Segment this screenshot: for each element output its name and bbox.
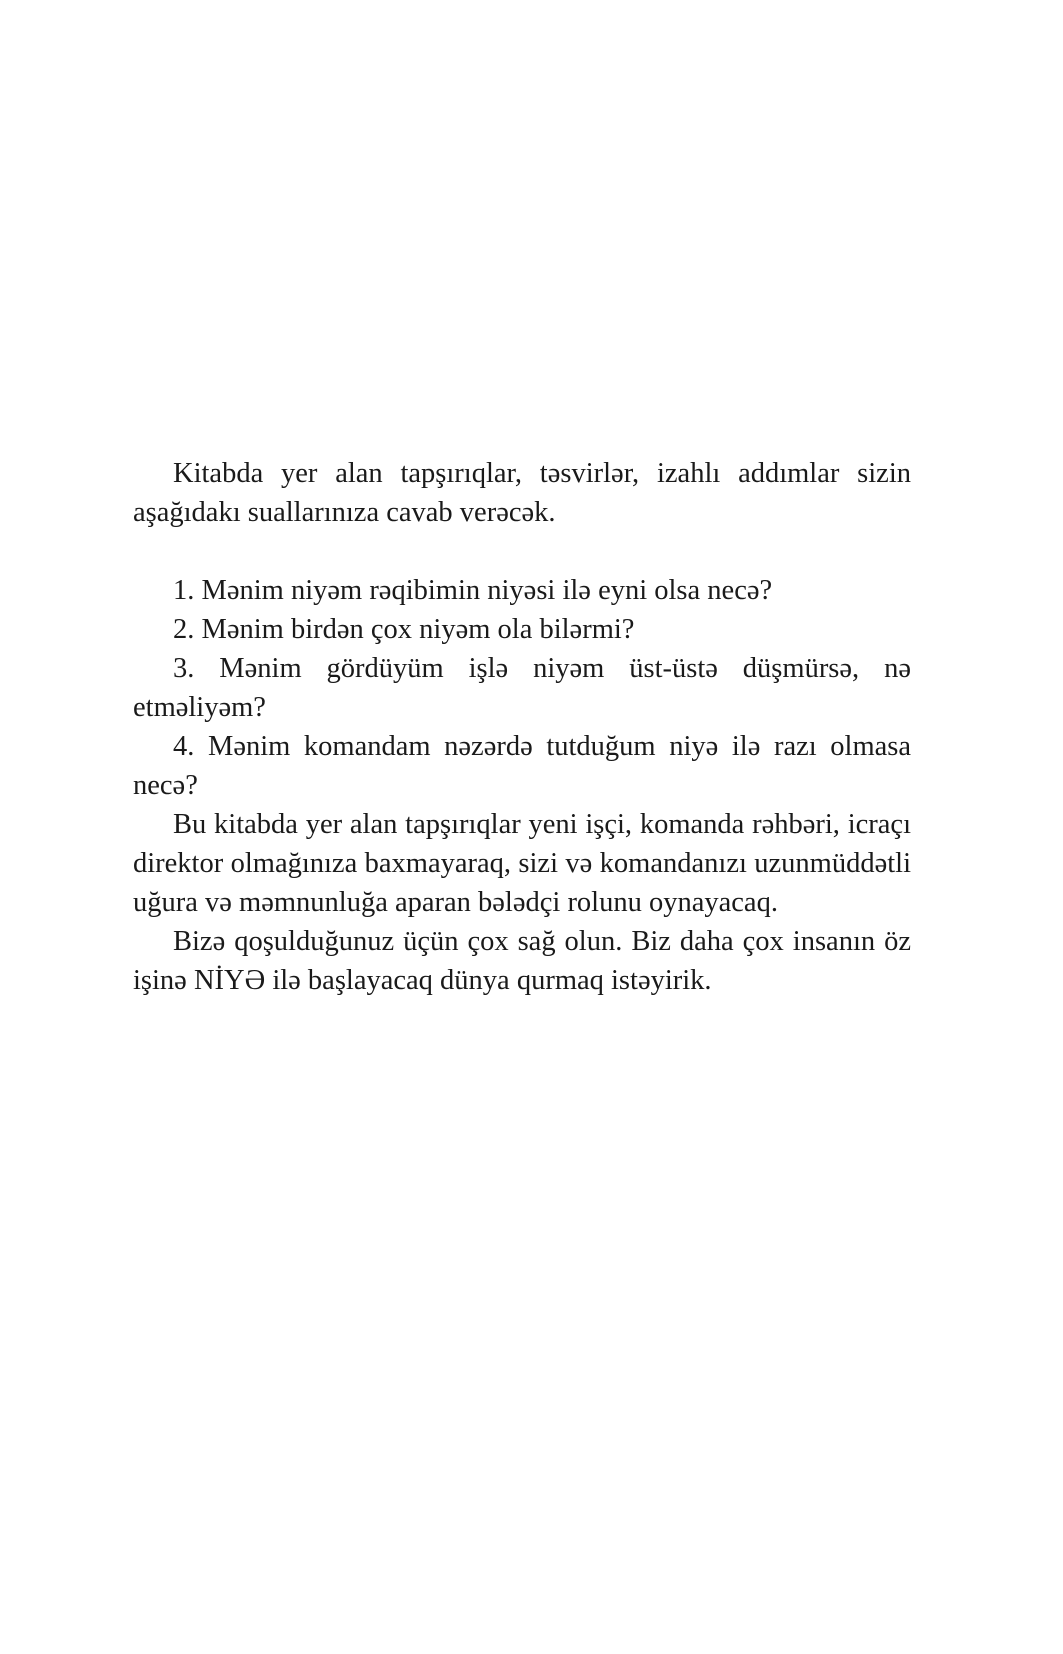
question-2: 2. Mənim birdən çox niyəm ola bilərmi? (173, 614, 635, 645)
paragraph-body-2: Bizə qoşulduğunuz üçün çox sağ olun. Biz daha çox insanın öz işinə NİYƏ ilə başlayacaq dünya qurmaq istəyirik. (133, 926, 911, 996)
paragraph-body-1: Bu kitabda yer alan tapşırıqlar yeni işçi, komanda rəhbəri, icraçı direktor olmağınıza baxmayaraq, sizi və komandanızı uzunmüddətli uğura və məmnunluğa aparan bələdçi rolunu oynayacaq. (133, 809, 911, 918)
question-1: 1. Mənim niyəm rəqibimin niyəsi ilə eyni olsa necə? (173, 575, 773, 606)
page-text (133, 454, 911, 1000)
question-4: 4. Mənim komandam nəzərdə tutduğum niyə ilə razı olmasa necə? (133, 731, 911, 801)
paragraph-intro: Kitabda yer alan tapşırıqlar, təsvirlər, izahlı addımlar sizin aşağıdakı suallarınıza cavab verəcək. (133, 458, 911, 528)
question-3: 3. Mənim gördüyüm işlə niyəm üst-üstə düşmürsə, nə etməliyəm? (133, 653, 911, 723)
